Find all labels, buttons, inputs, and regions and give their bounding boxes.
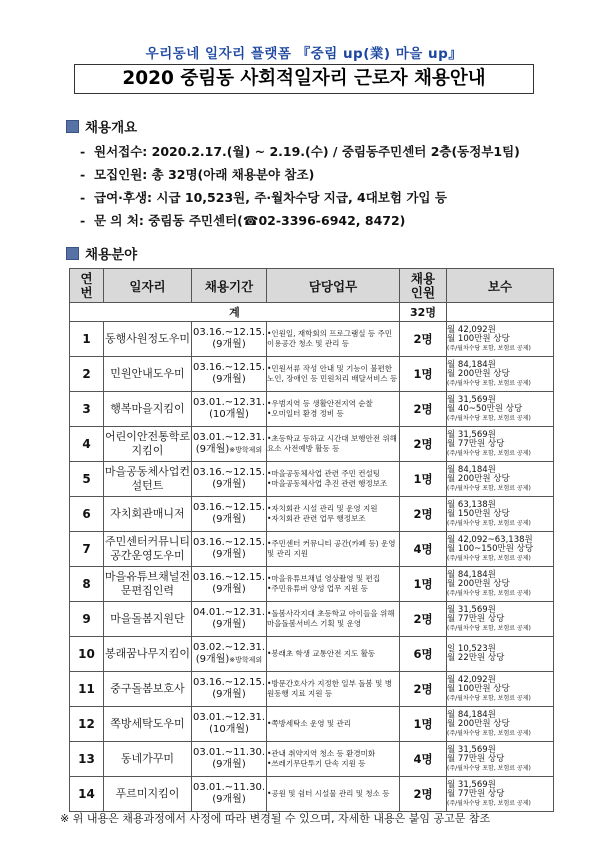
- job-pay: [447, 497, 554, 532]
- period-months-line: [192, 549, 266, 561]
- pay-daily: 월 31,569원: [447, 779, 496, 790]
- job-count: 4명: [400, 532, 447, 567]
- job-period: [192, 427, 267, 462]
- total-pay-blank: [447, 303, 554, 322]
- job-period: [192, 497, 267, 532]
- period-dates: 03.16.~12.15.: [193, 362, 265, 373]
- period-months: (9개월): [195, 654, 230, 665]
- job-period: [192, 637, 267, 672]
- header-job: 일자리: [104, 269, 192, 303]
- job-pay: [447, 357, 554, 392]
- job-period: [192, 392, 267, 427]
- job-name: 마을돌봄지원단: [104, 602, 192, 637]
- table-row: [70, 532, 554, 567]
- period-months-line: [192, 514, 266, 526]
- period-note: ※방학제외: [229, 656, 263, 664]
- job-count: 2명: [400, 602, 447, 637]
- job-duty: •돌봄사각지대 초등학교 아이들을 위해 마을돌봄서비스 기획 및 운영: [267, 602, 400, 637]
- overview-text: 문 의 처: 중림동 주민센터(☎02-3396-6942, 8472): [94, 213, 406, 228]
- job-duty: •쪽방세탁소 운영 및 관리: [267, 707, 400, 742]
- total-count: 32명: [400, 303, 447, 322]
- pay-monthly: 월 150만원 상당: [447, 509, 510, 519]
- job-name: 마을유튜브채널전문편집인력: [104, 567, 192, 602]
- job-count: 2명: [400, 777, 447, 812]
- period-months-line: [192, 794, 266, 806]
- period-months: (9개월): [212, 514, 246, 525]
- job-name: 자치회관매니저: [104, 497, 192, 532]
- row-number: 1: [70, 322, 104, 357]
- pay-daily: 월 42,092~63,138원: [447, 534, 533, 545]
- job-duty: •초등학교 등하교 시간대 보행안전 위해요소 사전예방 활동 등: [267, 427, 400, 462]
- period-dates: 03.16.~12.15.: [193, 537, 265, 548]
- table-row: [70, 497, 554, 532]
- period-months: (10개월): [209, 409, 249, 420]
- job-period: [192, 567, 267, 602]
- pay-daily: 월 84,184원: [447, 709, 496, 720]
- pay-daily: 월 42,092원: [447, 324, 496, 335]
- period-dates: 03.16.~12.15.: [193, 572, 265, 583]
- job-duty: •민원서류 작성 안내 및 기능이 불편한 노인, 장애인 등 민원처리 배달서비스 등: [267, 357, 400, 392]
- table-row: [70, 392, 554, 427]
- period-months-line: [192, 409, 266, 421]
- pay-daily: 일 10,523원: [447, 643, 496, 654]
- row-number: 11: [70, 672, 104, 707]
- pay-note: (주/월차수당 포함, 보험료 공제): [447, 799, 531, 807]
- pay-monthly: 월 77만원 상당: [447, 754, 505, 764]
- pay-daily: 월 31,569원: [447, 429, 496, 440]
- pay-monthly: 월 200만원 상당: [447, 474, 510, 484]
- job-pay: [447, 672, 554, 707]
- jobs-table: [69, 268, 554, 812]
- pay-note: (주/월차수당 포함, 보험료 공제): [447, 379, 531, 387]
- period-months-line: [192, 374, 266, 386]
- job-count: 6명: [400, 637, 447, 672]
- pay-monthly: 월 100만원 상당: [447, 334, 510, 344]
- overview-list: [80, 140, 520, 232]
- pay-note: (주/월차수당 포함, 보험료 공제): [447, 449, 531, 457]
- period-dates: 03.16.~12.15.: [193, 502, 265, 513]
- table-row: [70, 462, 554, 497]
- total-label: 계: [70, 303, 400, 322]
- header-pay: 보수: [447, 269, 554, 303]
- job-count: 2명: [400, 427, 447, 462]
- pay-monthly: 월 77만원 상당: [447, 439, 505, 449]
- period-months: (9개월): [212, 549, 246, 560]
- pay-monthly: 월 22만원 상당: [447, 653, 505, 663]
- period-months: (9개월): [212, 794, 246, 805]
- overview-text: 모집인원: 총 32명(아래 채용분야 참조): [94, 167, 315, 182]
- job-count: 1명: [400, 567, 447, 602]
- row-number: 4: [70, 427, 104, 462]
- row-number: 7: [70, 532, 104, 567]
- row-number: 10: [70, 637, 104, 672]
- job-duty: •주민센터 커뮤니티 공간(카페 등) 운영 및 관리 지원: [267, 532, 400, 567]
- job-name: 동네가꾸미: [104, 742, 192, 777]
- period-months: (9개월): [195, 444, 230, 455]
- period-dates: 03.01.~12.31.: [193, 397, 265, 408]
- table-row: [70, 777, 554, 812]
- square-bullet-icon: [66, 120, 79, 133]
- overview-item-application: - 원서접수: 2020.2.17.(월) ~ 2.19.(수) / 중림동주민센터 2층(동정부1팀): [80, 144, 520, 159]
- period-dates: 03.16.~12.15.: [193, 467, 265, 478]
- job-duty: •자치회관 시설 관리 및 운영 지원 •자치회관 관련 업무 행정보조: [267, 497, 400, 532]
- period-months-line: [192, 654, 266, 666]
- job-count: 1명: [400, 462, 447, 497]
- table-row: [70, 357, 554, 392]
- job-pay: [447, 637, 554, 672]
- job-duty: •우범지역 등 생활안전지역 순찰 •오미일터 환경 정비 등: [267, 392, 400, 427]
- pay-monthly: 월 100만원 상당: [447, 684, 510, 694]
- period-dates: 03.16.~12.15.: [193, 677, 265, 688]
- period-months-line: [192, 689, 266, 701]
- header-no: 연 번: [70, 269, 104, 303]
- job-name: 중구돌봄보호사: [104, 672, 192, 707]
- overview-text: 급여·후생: 시급 10,523원, 주·월차수당 지급, 4대보험 가입 등: [94, 190, 447, 205]
- overview-item-contact: - 문 의 처: 중림동 주민센터(☎02-3396-6942, 8472): [80, 213, 406, 228]
- subtitle: 우리동네 일자리 플랫폼 『중림 up(業) 마을 up』: [145, 46, 463, 62]
- table-row: [70, 707, 554, 742]
- period-months: (10개월): [209, 724, 249, 735]
- pay-note: (주/월차수당 포함, 보험료 공제): [447, 414, 531, 422]
- total-row: [70, 303, 554, 322]
- period-months: (9개월): [212, 479, 246, 490]
- job-period: [192, 357, 267, 392]
- job-name: 봉래꿈나무지킴이: [104, 637, 192, 672]
- pay-daily: 월 84,184원: [447, 359, 496, 370]
- row-number: 13: [70, 742, 104, 777]
- job-period: [192, 777, 267, 812]
- table-row: [70, 637, 554, 672]
- row-number: 14: [70, 777, 104, 812]
- overview-heading: [66, 116, 137, 136]
- pay-note: (주/월차수당 포함, 보험료 공제): [447, 624, 531, 632]
- pay-note: (주/월차수당 포함, 보험료 공제): [447, 519, 531, 527]
- job-pay: [447, 567, 554, 602]
- job-duty: •방문간호사가 지정한 일부 돌봄 및 병원동행 지료 지원 등: [267, 672, 400, 707]
- header-period: 채용기간: [192, 269, 267, 303]
- table-row: [70, 742, 554, 777]
- period-months: (9개월): [212, 584, 246, 595]
- pay-note: (주/월차수당 포함, 보험료 공제): [447, 694, 531, 702]
- row-number: 6: [70, 497, 104, 532]
- job-count: 4명: [400, 742, 447, 777]
- overview-item-recruit-count: - 모집인원: 총 32명(아래 채용분야 참조): [80, 167, 315, 182]
- job-duty: •마을공동체사업 관련 주민 컨설팅 •마을공동체사업 추진 관련 행정보조: [267, 462, 400, 497]
- pay-note: (주/월차수당 포함, 보험료 공제): [447, 344, 531, 352]
- job-pay: [447, 777, 554, 812]
- square-bullet-icon: [66, 247, 79, 260]
- pay-daily: 월 84,184원: [447, 464, 496, 475]
- job-count: 1명: [400, 357, 447, 392]
- period-months-line: [192, 759, 266, 771]
- table-row: [70, 322, 554, 357]
- job-pay: [447, 532, 554, 567]
- period-dates: 03.01.~11.30.: [193, 747, 265, 758]
- row-number: 12: [70, 707, 104, 742]
- job-name: 푸르미지킴이: [104, 777, 192, 812]
- job-count: 2명: [400, 392, 447, 427]
- job-duty: •마을유튜브채널 영상촬영 및 편집 •주민유튜버 양성 업무 지원 등: [267, 567, 400, 602]
- job-pay: [447, 392, 554, 427]
- overview-text: 원서접수: 2020.2.17.(월) ~ 2.19.(수) / 중림동주민센터 2층(동정부1팀): [94, 144, 520, 159]
- job-period: [192, 742, 267, 777]
- header-count: 채용 인원: [400, 269, 447, 303]
- period-months: (9개월): [212, 759, 246, 770]
- period-months: (9개월): [212, 339, 246, 350]
- table-row: [70, 602, 554, 637]
- table-header-row: [70, 269, 554, 303]
- pay-daily: 월 42,092원: [447, 674, 496, 685]
- header-duty: 담당업무: [267, 269, 400, 303]
- period-dates: 04.01.~12.31.: [193, 607, 265, 618]
- job-pay: [447, 462, 554, 497]
- job-name: 마을공동체사업컨설턴트: [104, 462, 192, 497]
- pay-note: (주/월차수당 포함, 보험료 공제): [447, 764, 531, 772]
- period-months-line: [192, 584, 266, 596]
- table-row: [70, 567, 554, 602]
- job-period: [192, 322, 267, 357]
- pay-note: (주/월차수당 포함, 보험료 공제): [447, 554, 531, 562]
- job-duty: •관내 취약지역 청소 등 환경미화 •쓰레기무단투기 단속 지원 등: [267, 742, 400, 777]
- period-months: (9개월): [212, 619, 246, 630]
- pay-monthly: 월 200만원 상당: [447, 719, 510, 729]
- period-months-line: [192, 619, 266, 631]
- job-duty: •인원일, 재학회의 프로그램실 등 주민이용공간 청소 및 관리 등: [267, 322, 400, 357]
- pay-daily: 월 31,569원: [447, 744, 496, 755]
- overview-heading-label: 채용개요: [85, 120, 138, 136]
- job-period: [192, 707, 267, 742]
- period-months-line: [192, 339, 266, 351]
- pay-note: (주/월차수당 포함, 보험료 공제): [447, 484, 531, 492]
- job-pay: [447, 707, 554, 742]
- row-number: 9: [70, 602, 104, 637]
- pay-daily: 월 84,184원: [447, 569, 496, 580]
- job-pay: [447, 427, 554, 462]
- job-count: 1명: [400, 707, 447, 742]
- table-row: [70, 427, 554, 462]
- period-months-line: [192, 479, 266, 491]
- pay-daily: 월 63,138원: [447, 499, 496, 510]
- job-name: 행복마을지킴이: [104, 392, 192, 427]
- pay-monthly: 월 40~50만원 상당: [447, 404, 523, 414]
- job-duty: •봉래초 학생 교통안전 지도 활동: [267, 637, 400, 672]
- job-period: [192, 532, 267, 567]
- footnote: ※ 위 내용은 채용과정에서 사정에 따라 변경될 수 있으며, 자세한 내용은 붙임 공고문 참조: [60, 812, 491, 825]
- pay-monthly: 월 77만원 상당: [447, 614, 505, 624]
- job-name: 동행사원정도우미: [104, 322, 192, 357]
- pay-monthly: 월 200만원 상당: [447, 579, 510, 589]
- job-pay: [447, 322, 554, 357]
- job-pay: [447, 742, 554, 777]
- row-number: 5: [70, 462, 104, 497]
- job-duty: •공원 및 쉼터 시설물 관리 및 청소 등: [267, 777, 400, 812]
- pay-note: (주/월차수당 포함, 보험료 공제): [447, 589, 531, 597]
- jobs-heading-label: 채용분야: [85, 247, 138, 263]
- jobs-heading: [66, 243, 137, 263]
- job-count: 2명: [400, 672, 447, 707]
- period-dates: 03.02.~12.31.: [193, 642, 265, 653]
- row-number: 3: [70, 392, 104, 427]
- job-period: [192, 602, 267, 637]
- job-count: 2명: [400, 497, 447, 532]
- period-note: ※방학제외: [229, 446, 263, 454]
- table-row: [70, 672, 554, 707]
- period-months: (9개월): [212, 374, 246, 385]
- period-months-line: [192, 724, 266, 736]
- job-name: 민원안내도우미: [104, 357, 192, 392]
- overview-item-salary: - 급여·후생: 시급 10,523원, 주·월차수당 지급, 4대보험 가입 등: [80, 190, 447, 205]
- pay-daily: 월 31,569원: [447, 394, 496, 405]
- pay-monthly: 월 77만원 상당: [447, 789, 505, 799]
- period-months-line: [192, 444, 266, 456]
- row-number: 8: [70, 567, 104, 602]
- pay-note: (주/월차수당 포함, 보험료 공제): [447, 729, 531, 737]
- pay-monthly: 월 200만원 상당: [447, 369, 510, 379]
- job-name: 주민센터커뮤니티공간운영도우미: [104, 532, 192, 567]
- period-dates: 03.01.~12.31.: [193, 712, 265, 723]
- job-count: 2명: [400, 322, 447, 357]
- pay-daily: 월 31,569원: [447, 604, 496, 615]
- job-period: [192, 462, 267, 497]
- job-pay: [447, 602, 554, 637]
- pay-monthly: 월 100~150만원 상당: [447, 544, 534, 554]
- period-dates: 03.01.~11.30.: [193, 782, 265, 793]
- row-number: 2: [70, 357, 104, 392]
- job-name: 쪽방세탁도우미: [104, 707, 192, 742]
- period-dates: 03.16.~12.15.: [193, 327, 265, 338]
- period-dates: 03.01.~12.31.: [193, 432, 265, 443]
- page-title: 2020 중림동 사회적일자리 근로자 채용안내: [74, 64, 534, 94]
- job-name: 어린이안전통학로지킴이: [104, 427, 192, 462]
- job-period: [192, 672, 267, 707]
- period-months: (9개월): [212, 689, 246, 700]
